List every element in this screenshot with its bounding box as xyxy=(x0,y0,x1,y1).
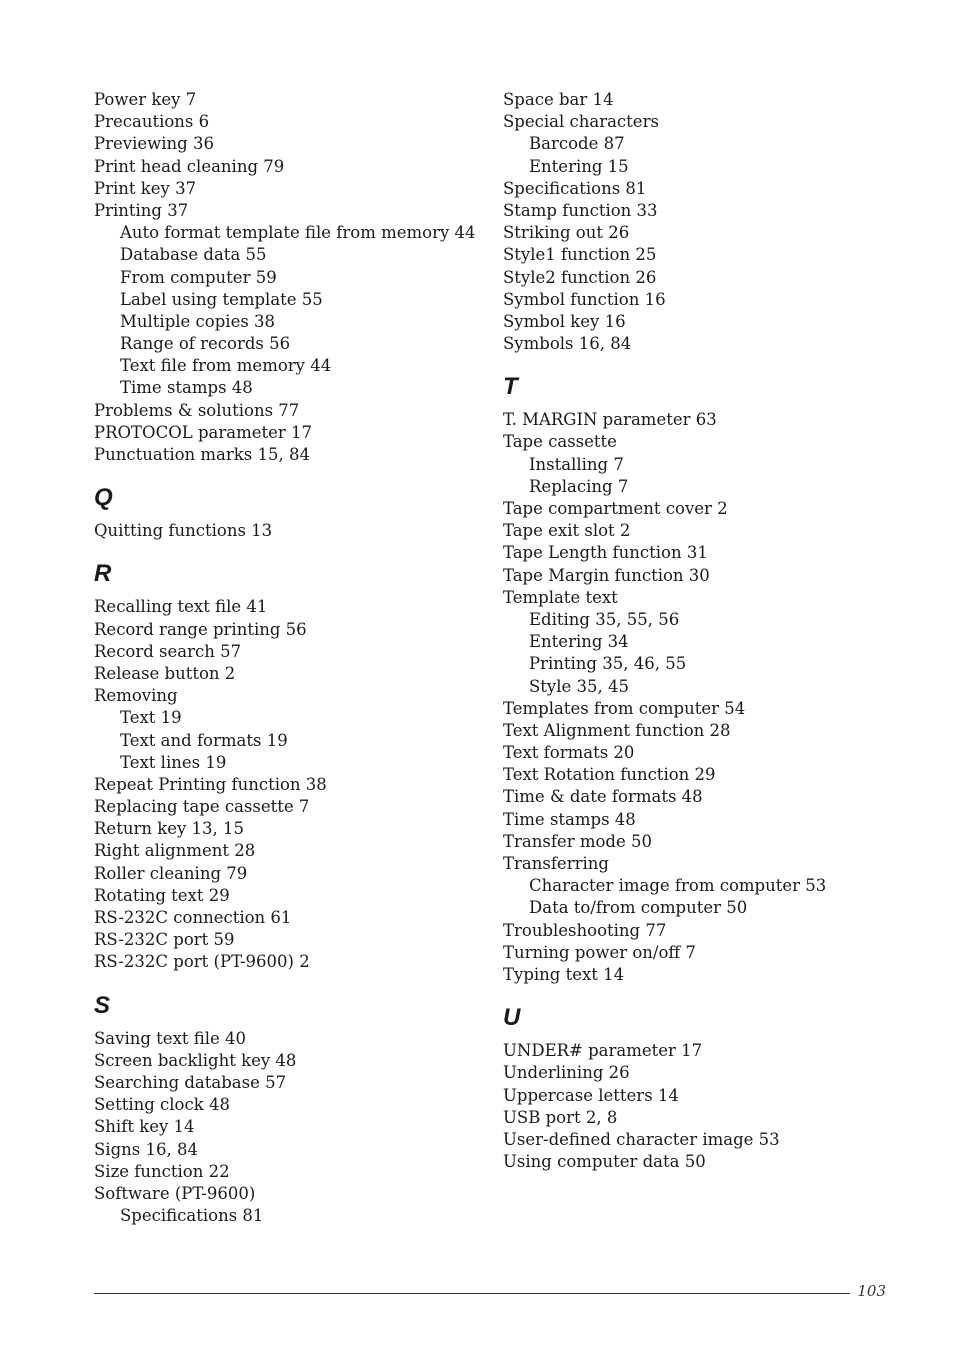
index-entry: Special characters xyxy=(503,112,659,132)
section-letter-heading: Q xyxy=(94,484,113,512)
index-entry: Text Rotation function 29 xyxy=(503,765,716,785)
section-letter-heading: T xyxy=(503,373,518,401)
index-entry: Release button 2 xyxy=(94,663,236,683)
index-subentry: Auto format template file from memory 44 xyxy=(120,223,476,243)
index-entry: Right alignment 28 xyxy=(94,841,256,861)
index-entry: Striking out 26 xyxy=(503,223,630,243)
index-entry: Time & date formats 48 xyxy=(503,787,703,807)
index-entry: USB port 2, 8 xyxy=(503,1107,618,1127)
index-entry: Record range printing 56 xyxy=(94,619,307,639)
index-entry: Software (PT-9600) xyxy=(94,1183,256,1203)
index-entry: Tape Length function 31 xyxy=(503,543,708,563)
index-entry: T. MARGIN parameter 63 xyxy=(503,410,717,430)
index-entry: RS-232C port (PT-9600) 2 xyxy=(94,952,310,972)
page-number: 103 xyxy=(857,1282,886,1300)
index-entry: Power key 7 xyxy=(94,90,197,109)
index-subentry: From computer 59 xyxy=(120,267,277,287)
index-subentry: Installing 7 xyxy=(529,454,624,474)
index-entry: Symbols 16, 84 xyxy=(503,334,632,354)
index-entry: Stamp function 33 xyxy=(503,200,658,220)
index-subentry: Label using template 55 xyxy=(120,289,323,309)
index-subentry: Entering 15 xyxy=(529,156,629,176)
index-subentry: Replacing 7 xyxy=(529,476,629,496)
index-column-right xyxy=(503,89,893,1173)
index-entry: Roller cleaning 79 xyxy=(94,863,248,883)
section-letter-heading: U xyxy=(503,1004,521,1032)
index-subentry: Text and formats 19 xyxy=(120,730,288,750)
index-entry: Return key 13, 15 xyxy=(94,819,245,839)
index-entry: Searching database 57 xyxy=(94,1072,287,1092)
section-letter-heading: R xyxy=(94,560,112,588)
index-entry: Screen backlight key 48 xyxy=(94,1050,297,1070)
index-entry: Troubleshooting 77 xyxy=(503,920,667,940)
index-entry: Printing 37 xyxy=(94,200,189,220)
index-entry: Turning power on/off 7 xyxy=(503,942,696,962)
index-entry: Removing xyxy=(94,686,178,706)
index-entry: Transferring xyxy=(503,854,609,873)
index-entry: Setting clock 48 xyxy=(94,1095,230,1115)
index-entry: Templates from computer 54 xyxy=(503,698,746,718)
section-letter-heading: S xyxy=(94,991,111,1019)
index-entry: Time stamps 48 xyxy=(503,809,636,829)
index-subentry: Style 35, 45 xyxy=(529,676,630,696)
index-entry: Tape Margin function 30 xyxy=(503,565,710,585)
index-entry: Problems & solutions 77 xyxy=(94,400,300,420)
index-entry: Tape exit slot 2 xyxy=(503,521,631,541)
index-column-left xyxy=(94,89,484,1227)
index-entry: Previewing 36 xyxy=(94,134,214,154)
index-subentry: Specifications 81 xyxy=(120,1206,264,1226)
index-subentry: Range of records 56 xyxy=(120,334,291,354)
index-entry: Text formats 20 xyxy=(503,743,635,763)
index-entry: Specifications 81 xyxy=(503,178,647,198)
index-entry: PROTOCOL parameter 17 xyxy=(94,422,312,442)
index-subentry: Database data 55 xyxy=(120,245,267,265)
index-entry: Uppercase letters 14 xyxy=(503,1085,679,1105)
index-subentry: Multiple copies 38 xyxy=(120,311,276,331)
index-entry: UNDER# parameter 17 xyxy=(503,1041,703,1061)
index-entry: Quitting functions 13 xyxy=(94,521,273,541)
index-entry: Signs 16, 84 xyxy=(94,1139,198,1159)
index-entry: Record search 57 xyxy=(94,641,242,661)
index-entry: Transfer mode 50 xyxy=(503,831,652,851)
index-subentry: Barcode 87 xyxy=(529,134,625,154)
index-entry: Shift key 14 xyxy=(94,1117,195,1137)
index-entry: Style1 function 25 xyxy=(503,245,657,265)
index-entry: Style2 function 26 xyxy=(503,267,657,287)
footer-divider xyxy=(94,1293,850,1294)
index-subentry: Time stamps 48 xyxy=(120,378,253,398)
index-entry: Template text xyxy=(503,587,618,607)
index-entry: Underlining 26 xyxy=(503,1063,630,1083)
index-entry: Symbol function 16 xyxy=(503,289,666,309)
index-subentry: Printing 35, 46, 55 xyxy=(529,654,687,674)
index-entry: Print key 37 xyxy=(94,178,197,198)
index-entry: Replacing tape cassette 7 xyxy=(94,797,310,817)
index-subentry: Entering 34 xyxy=(529,632,629,652)
index-subentry: Text lines 19 xyxy=(120,752,227,772)
index-entry: RS-232C connection 61 xyxy=(94,908,292,927)
index-subentry: Data to/from computer 50 xyxy=(529,898,748,918)
index-entry: Saving text file 40 xyxy=(94,1028,247,1048)
index-entry: RS-232C port 59 xyxy=(94,930,235,950)
index-entry: Precautions 6 xyxy=(94,112,210,132)
index-entry: Tape compartment cover 2 xyxy=(503,499,728,518)
index-entry: Symbol key 16 xyxy=(503,311,626,331)
index-subentry: Character image from computer 53 xyxy=(529,876,827,896)
index-entry: Typing text 14 xyxy=(503,964,625,984)
index-entry: Size function 22 xyxy=(94,1161,230,1181)
index-entry: Using computer data 50 xyxy=(503,1152,706,1172)
index-entry: User-defined character image 53 xyxy=(503,1129,780,1149)
index-entry: Print head cleaning 79 xyxy=(94,156,285,176)
index-entry: Space bar 14 xyxy=(503,90,614,109)
index-subentry: Text file from memory 44 xyxy=(120,356,332,376)
index-entry: Repeat Printing function 38 xyxy=(94,774,327,794)
index-entry: Rotating text 29 xyxy=(94,885,230,905)
index-subentry: Editing 35, 55, 56 xyxy=(529,609,680,629)
index-entry: Text Alignment function 28 xyxy=(503,720,731,740)
index-subentry: Text 19 xyxy=(120,708,182,728)
index-entry: Punctuation marks 15, 84 xyxy=(94,445,310,464)
index-entry: Tape cassette xyxy=(503,432,617,452)
index-entry: Recalling text file 41 xyxy=(94,597,268,617)
